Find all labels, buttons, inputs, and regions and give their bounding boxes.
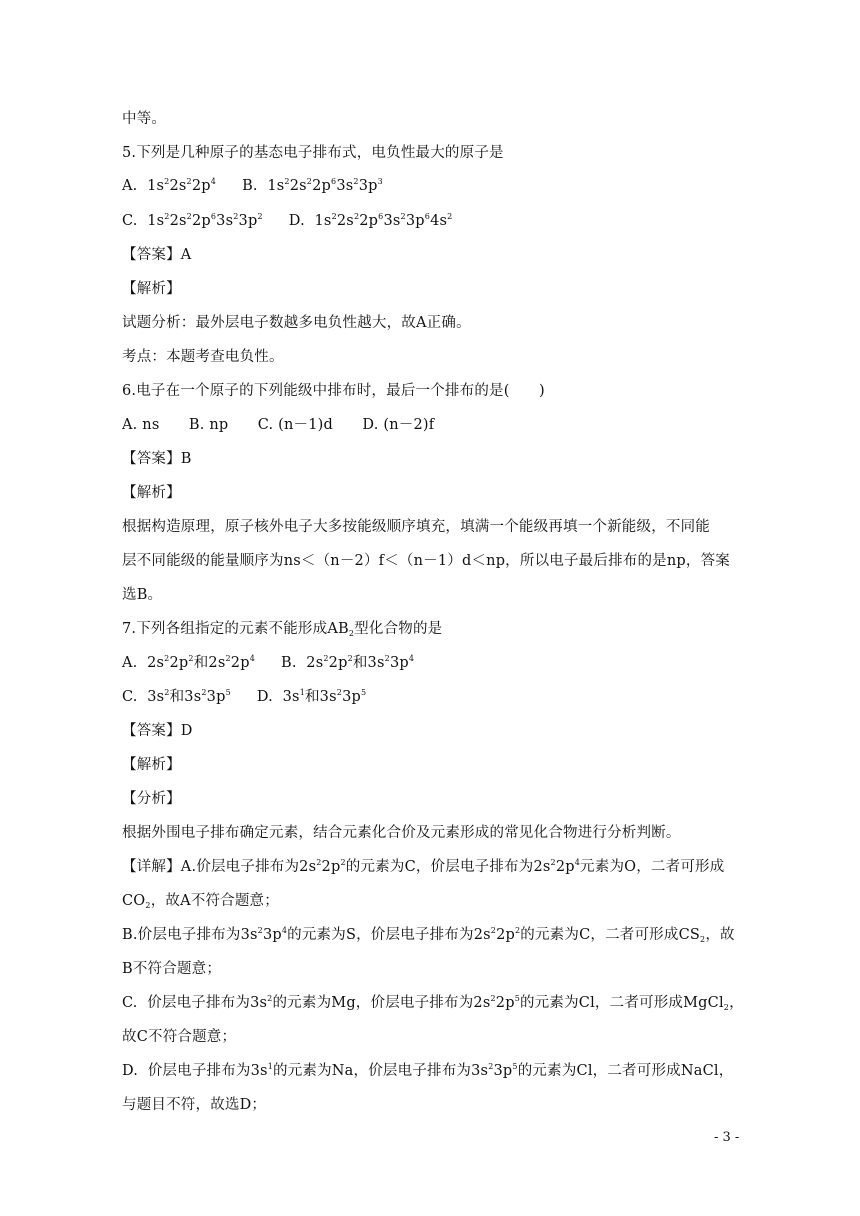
text-line: 中等。	[122, 111, 167, 127]
text-line: 根据构造原理，原子核外电子大多按能级顺序填充，填满一个能级再填一个新能级，不同能	[122, 519, 710, 535]
question-7-options-ab: A. $2s^22p^2$和$2s^22p^4$ B. $2s^22p^2$和$3s^23p^4$	[122, 654, 415, 671]
analysis-label: 【解析】	[122, 281, 181, 297]
detail-b-line1: B.价层电子排布为$3s^23p^4$的元素为S，价层电子排布为$2s^22p^2$的元素为C，二者可形成$CS_2$，故	[122, 926, 735, 944]
question-5-options-ab: A. $1s^22s^22p^4$ B. $1s^22s^22p^63s^23p^3$	[122, 177, 383, 194]
detail-c-line2: 故C不符合题意；	[122, 1029, 237, 1045]
detail-a-line1: 【详解】A.价层电子排布为$2s^22p^2$的元素为C，价层电子排布为$2s^22p^4$元素为O，二者可形成	[122, 858, 725, 875]
subanalysis-label: 【分析】	[122, 791, 181, 807]
question-7-options-cd: C. $3s^2$和$3s^23p^5$ D. $3s^1$和$3s^23p^5$	[122, 688, 367, 705]
detail-d-line2: 与题目不符，故选D；	[122, 1097, 267, 1113]
detail-c-line1: C. 价层电子排布为$3s^2$的元素为Mg，价层电子排布为$2s^22p^5$的元素为Cl，二者可形成MgCl$_2$，	[122, 994, 744, 1012]
page-number: - 3 -	[714, 1130, 740, 1145]
question-5-options-cd: C. $1s^22s^22p^63s^23p^2$ D. $1s^22s^22p^63s^23p^64s^2$	[122, 212, 453, 229]
text-line: 试题分析：最外层电子数越多电负性越大，故A正确。	[122, 315, 471, 331]
question-6-options: A. ns B. np C. (n－1)d D. (n－2)f	[122, 417, 435, 433]
analysis-label: 【解析】	[122, 757, 181, 773]
question-6: 6.电子在一个原子的下列能级中排布时，最后一个排布的是( )	[122, 383, 545, 399]
detail-a-line2: $CO_2$，故A不符合题意；	[122, 893, 279, 910]
question-7: 7.下列各组指定的元素不能形成$AB_2$型化合物的是	[122, 621, 443, 638]
text-line: 根据外围电子排布确定元素，结合元素化合价及元素形成的常见化合物进行分析判断。	[122, 825, 681, 841]
detail-b-line2: B不符合题意；	[122, 961, 222, 977]
analysis-label: 【解析】	[122, 485, 181, 501]
answer-label: 【答案】B	[122, 451, 192, 467]
answer-label: 【答案】A	[122, 247, 192, 263]
text-line: 选B。	[122, 587, 163, 603]
text-line: 考点：本题考查电负性。	[122, 349, 284, 365]
detail-d-line1: D. 价层电子排布为$3s^1$的元素为Na，价层电子排布为$3s^23p^5$的元素为Cl，二者可形成NaCl，	[122, 1062, 734, 1079]
text-line: 层不同能级的能量顺序为ns＜（n－2）f＜（n－1）d＜np，所以电子最后排布的是np，答案	[122, 553, 730, 569]
answer-label: 【答案】D	[122, 723, 193, 739]
question-5: 5.下列是几种原子的基态电子排布式，电负性最大的原子是	[122, 145, 504, 161]
